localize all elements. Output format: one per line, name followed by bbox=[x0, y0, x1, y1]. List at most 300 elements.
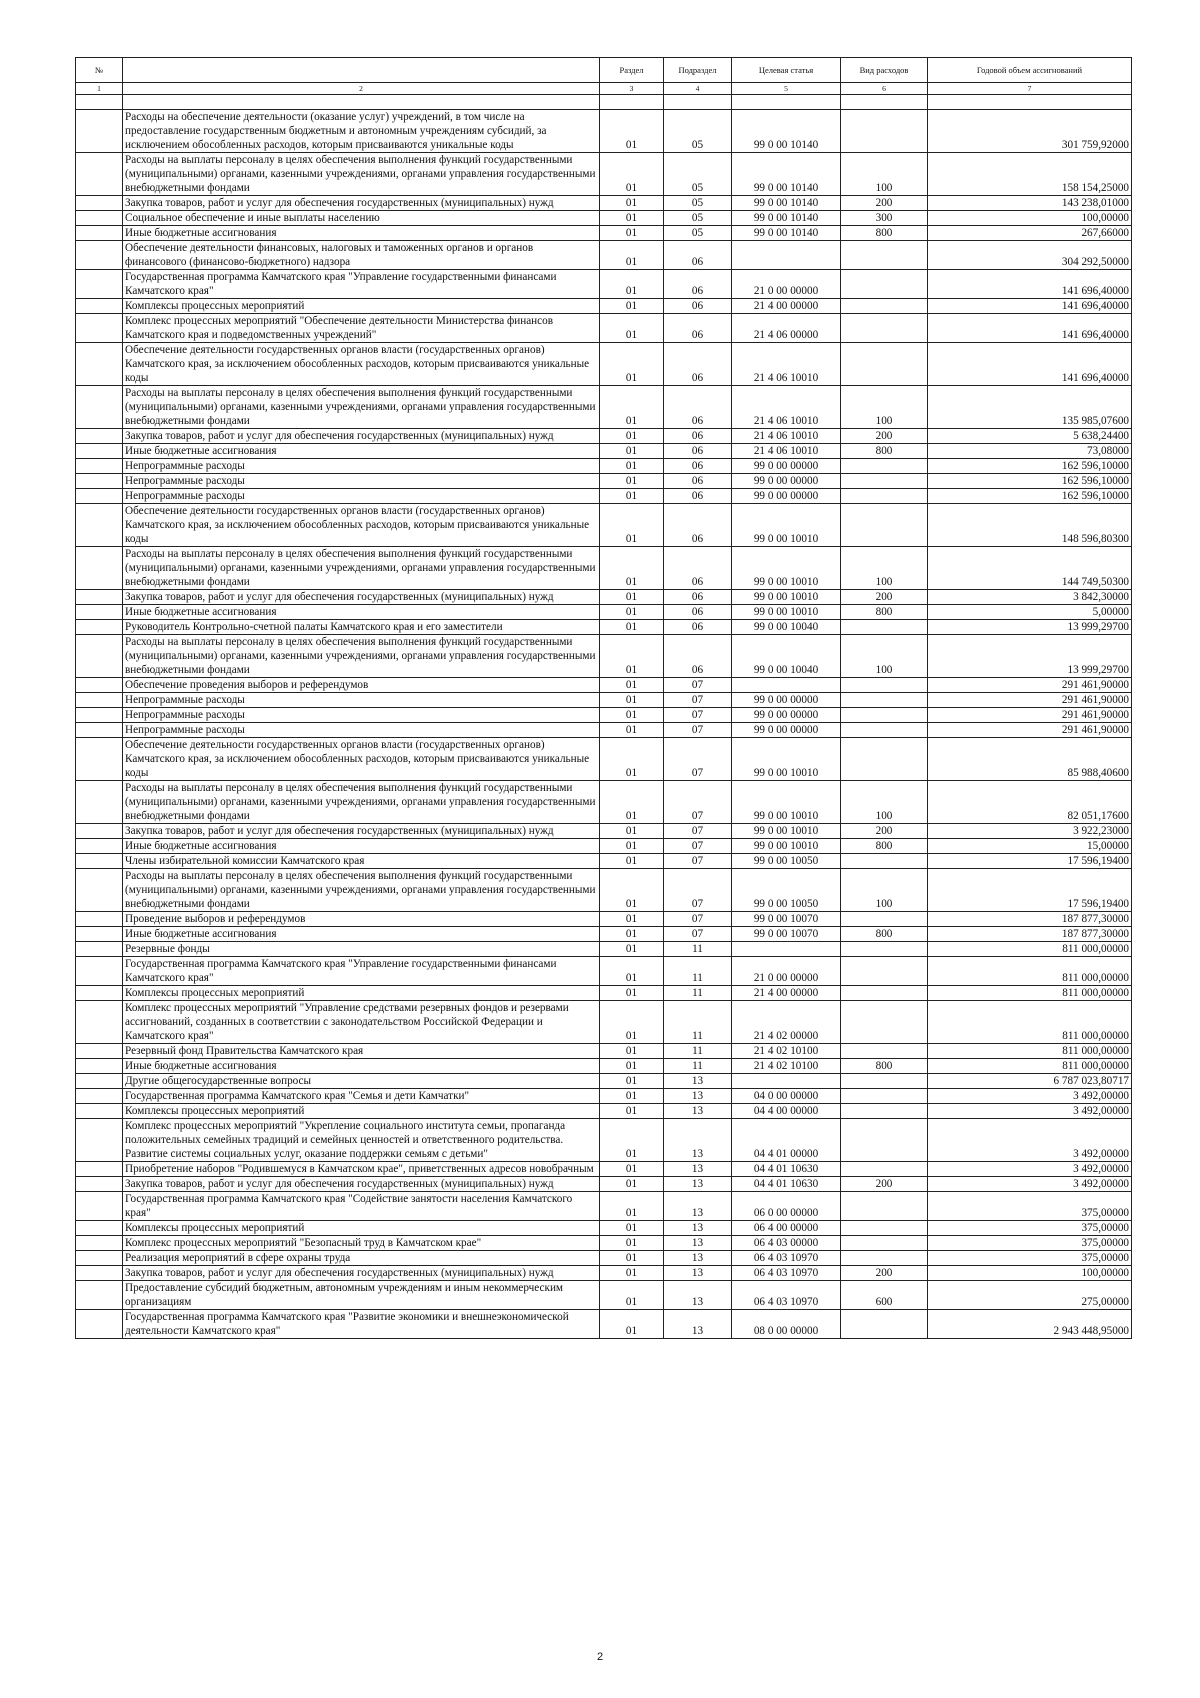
row-name-cell: Иные бюджетные ассигнования bbox=[123, 839, 600, 854]
row-podrazdel-cell: 06 bbox=[664, 270, 732, 299]
row-podrazdel-cell: 06 bbox=[664, 590, 732, 605]
row-expense-type-cell bbox=[841, 1310, 928, 1339]
table-row bbox=[76, 211, 1132, 226]
row-razdel-cell: 01 bbox=[600, 110, 664, 153]
row-name-cell: Закупка товаров, работ и услуг для обеспечения государственных (муниципальных) нужд bbox=[123, 1177, 600, 1192]
row-target-article-cell: 06 4 03 10970 bbox=[732, 1251, 841, 1266]
row-expense-type-cell bbox=[841, 708, 928, 723]
table-row bbox=[76, 824, 1132, 839]
row-podrazdel-cell: 13 bbox=[664, 1266, 732, 1281]
row-number-cell bbox=[76, 1221, 123, 1236]
table-row bbox=[76, 153, 1132, 196]
row-target-article-cell: 21 4 00 00000 bbox=[732, 299, 841, 314]
empty-row bbox=[76, 95, 1132, 110]
row-razdel-cell: 01 bbox=[600, 986, 664, 1001]
table-row bbox=[76, 1162, 1132, 1177]
row-amount-cell: 13 999,29700 bbox=[928, 635, 1132, 678]
table-row bbox=[76, 1104, 1132, 1119]
budget-table bbox=[75, 57, 1132, 1339]
row-razdel-cell: 01 bbox=[600, 314, 664, 343]
row-amount-cell: 141 696,40000 bbox=[928, 270, 1132, 299]
row-amount-cell: 3 842,30000 bbox=[928, 590, 1132, 605]
row-number-cell bbox=[76, 620, 123, 635]
row-amount-cell: 158 154,25000 bbox=[928, 153, 1132, 196]
row-name-cell: Обеспечение деятельности финансовых, налоговых и таможенных органов и органов финансового (финансово-бюджетного) надзора bbox=[123, 241, 600, 270]
row-number-cell bbox=[76, 504, 123, 547]
row-amount-cell: 3 492,00000 bbox=[928, 1177, 1132, 1192]
row-target-article-cell: 99 0 00 10140 bbox=[732, 196, 841, 211]
table-row bbox=[76, 869, 1132, 912]
row-number-cell bbox=[76, 444, 123, 459]
row-target-article-cell bbox=[732, 241, 841, 270]
column-number: 5 bbox=[732, 83, 841, 95]
row-expense-type-cell: 600 bbox=[841, 1281, 928, 1310]
header-annual-volume: Годовой объем ассигнований bbox=[928, 58, 1132, 83]
row-podrazdel-cell: 06 bbox=[664, 459, 732, 474]
row-number-cell bbox=[76, 1310, 123, 1339]
table-row bbox=[76, 226, 1132, 241]
row-number-cell bbox=[76, 314, 123, 343]
row-target-article-cell: 21 4 06 10010 bbox=[732, 444, 841, 459]
table-body bbox=[76, 95, 1132, 1339]
table-row bbox=[76, 429, 1132, 444]
row-number-cell bbox=[76, 1251, 123, 1266]
row-number-cell bbox=[76, 1001, 123, 1044]
row-expense-type-cell bbox=[841, 1104, 928, 1119]
row-number-cell bbox=[76, 299, 123, 314]
row-podrazdel-cell: 13 bbox=[664, 1177, 732, 1192]
table-row bbox=[76, 241, 1132, 270]
row-target-article-cell: 99 0 00 00000 bbox=[732, 459, 841, 474]
row-expense-type-cell: 300 bbox=[841, 211, 928, 226]
row-podrazdel-cell: 06 bbox=[664, 386, 732, 429]
row-amount-cell: 148 596,80300 bbox=[928, 504, 1132, 547]
header-podrazdel: Подраздел bbox=[664, 58, 732, 83]
row-expense-type-cell bbox=[841, 1221, 928, 1236]
row-target-article-cell: 99 0 00 10010 bbox=[732, 781, 841, 824]
row-target-article-cell: 99 0 00 10010 bbox=[732, 590, 841, 605]
row-amount-cell: 144 749,50300 bbox=[928, 547, 1132, 590]
row-razdel-cell: 01 bbox=[600, 912, 664, 927]
row-podrazdel-cell: 06 bbox=[664, 343, 732, 386]
table-row bbox=[76, 854, 1132, 869]
table-row bbox=[76, 738, 1132, 781]
row-target-article-cell: 99 0 00 10010 bbox=[732, 824, 841, 839]
row-podrazdel-cell: 05 bbox=[664, 196, 732, 211]
row-podrazdel-cell: 13 bbox=[664, 1192, 732, 1221]
row-razdel-cell: 01 bbox=[600, 839, 664, 854]
row-podrazdel-cell: 07 bbox=[664, 824, 732, 839]
row-name-cell: Комплекс процессных мероприятий "Безопасный труд в Камчатском крае" bbox=[123, 1236, 600, 1251]
row-number-cell bbox=[76, 386, 123, 429]
row-amount-cell: 6 787 023,80717 bbox=[928, 1074, 1132, 1089]
row-target-article-cell: 04 4 01 00000 bbox=[732, 1119, 841, 1162]
table-row bbox=[76, 489, 1132, 504]
row-podrazdel-cell: 06 bbox=[664, 474, 732, 489]
row-number-cell bbox=[76, 1192, 123, 1221]
row-name-cell: Предоставление субсидий бюджетным, автономным учреждениям и иным некоммерческим организациям bbox=[123, 1281, 600, 1310]
row-name-cell: Обеспечение деятельности государственных органов власти (государственных органов) Камчатского края, за исключением обособленных расходов, которым присваиваются уникальные коды bbox=[123, 504, 600, 547]
row-podrazdel-cell: 13 bbox=[664, 1310, 732, 1339]
row-target-article-cell: 21 4 02 10100 bbox=[732, 1059, 841, 1074]
row-number-cell bbox=[76, 708, 123, 723]
row-podrazdel-cell: 06 bbox=[664, 605, 732, 620]
row-expense-type-cell bbox=[841, 299, 928, 314]
row-amount-cell: 141 696,40000 bbox=[928, 314, 1132, 343]
row-target-article-cell: 21 4 06 10010 bbox=[732, 386, 841, 429]
row-podrazdel-cell: 13 bbox=[664, 1089, 732, 1104]
row-razdel-cell: 01 bbox=[600, 429, 664, 444]
row-amount-cell: 3 922,23000 bbox=[928, 824, 1132, 839]
row-expense-type-cell bbox=[841, 504, 928, 547]
row-target-article-cell: 21 4 06 00000 bbox=[732, 314, 841, 343]
table-row bbox=[76, 1221, 1132, 1236]
row-amount-cell: 187 877,30000 bbox=[928, 927, 1132, 942]
row-name-cell: Непрограммные расходы bbox=[123, 459, 600, 474]
row-expense-type-cell: 100 bbox=[841, 781, 928, 824]
row-target-article-cell: 99 0 00 10010 bbox=[732, 504, 841, 547]
row-amount-cell: 187 877,30000 bbox=[928, 912, 1132, 927]
row-target-article-cell: 21 4 02 00000 bbox=[732, 1001, 841, 1044]
row-amount-cell: 141 696,40000 bbox=[928, 343, 1132, 386]
row-name-cell: Комплекс процессных мероприятий "Укрепление социального института семьи, пропаганда положительных семейных традиций и семейных ценностей и ответственного родительства. Развитие системы социальных услуг, оказание поддержки семьям с детьми" bbox=[123, 1119, 600, 1162]
row-number-cell bbox=[76, 1089, 123, 1104]
table-row bbox=[76, 299, 1132, 314]
row-name-cell: Закупка товаров, работ и услуг для обеспечения государственных (муниципальных) нужд bbox=[123, 1266, 600, 1281]
row-number-cell bbox=[76, 635, 123, 678]
row-expense-type-cell bbox=[841, 1251, 928, 1266]
row-name-cell: Непрограммные расходы bbox=[123, 708, 600, 723]
row-razdel-cell: 01 bbox=[600, 1266, 664, 1281]
row-razdel-cell: 01 bbox=[600, 270, 664, 299]
table-row bbox=[76, 1089, 1132, 1104]
row-amount-cell: 811 000,00000 bbox=[928, 1044, 1132, 1059]
row-number-cell bbox=[76, 1162, 123, 1177]
row-podrazdel-cell: 06 bbox=[664, 547, 732, 590]
row-amount-cell: 141 696,40000 bbox=[928, 299, 1132, 314]
row-razdel-cell: 01 bbox=[600, 474, 664, 489]
row-target-article-cell: 99 0 00 10070 bbox=[732, 912, 841, 927]
row-number-cell bbox=[76, 459, 123, 474]
row-podrazdel-cell: 07 bbox=[664, 678, 732, 693]
row-expense-type-cell bbox=[841, 693, 928, 708]
row-name-cell: Комплексы процессных мероприятий bbox=[123, 299, 600, 314]
row-podrazdel-cell: 13 bbox=[664, 1236, 732, 1251]
row-amount-cell: 811 000,00000 bbox=[928, 942, 1132, 957]
row-expense-type-cell bbox=[841, 723, 928, 738]
row-number-cell bbox=[76, 110, 123, 153]
row-name-cell: Расходы на выплаты персоналу в целях обеспечения выполнения функций государственными (муниципальными) органами, казенными учреждениями, органами управления государственными внебюджетными фондами bbox=[123, 635, 600, 678]
row-target-article-cell: 99 0 00 00000 bbox=[732, 693, 841, 708]
row-number-cell bbox=[76, 590, 123, 605]
row-podrazdel-cell: 05 bbox=[664, 153, 732, 196]
row-expense-type-cell bbox=[841, 1089, 928, 1104]
table-row bbox=[76, 942, 1132, 957]
column-number: 3 bbox=[600, 83, 664, 95]
table-row bbox=[76, 635, 1132, 678]
row-expense-type-cell bbox=[841, 620, 928, 635]
row-amount-cell: 3 492,00000 bbox=[928, 1089, 1132, 1104]
row-razdel-cell: 01 bbox=[600, 343, 664, 386]
row-number-cell bbox=[76, 942, 123, 957]
row-podrazdel-cell: 07 bbox=[664, 723, 732, 738]
table-row bbox=[76, 474, 1132, 489]
row-number-cell bbox=[76, 226, 123, 241]
row-razdel-cell: 01 bbox=[600, 927, 664, 942]
row-podrazdel-cell: 06 bbox=[664, 620, 732, 635]
table-row bbox=[76, 723, 1132, 738]
row-razdel-cell: 01 bbox=[600, 590, 664, 605]
column-number: 7 bbox=[928, 83, 1132, 95]
row-amount-cell: 135 985,07600 bbox=[928, 386, 1132, 429]
row-number-cell bbox=[76, 781, 123, 824]
row-name-cell: Государственная программа Камчатского края "Развитие экономики и внешнеэкономической деятельности Камчатского края" bbox=[123, 1310, 600, 1339]
row-number-cell bbox=[76, 1044, 123, 1059]
row-target-article-cell bbox=[732, 1074, 841, 1089]
table-header bbox=[76, 58, 1132, 95]
row-razdel-cell: 01 bbox=[600, 547, 664, 590]
table-row bbox=[76, 1044, 1132, 1059]
table-row bbox=[76, 693, 1132, 708]
row-expense-type-cell: 100 bbox=[841, 386, 928, 429]
row-target-article-cell: 99 0 00 00000 bbox=[732, 723, 841, 738]
row-expense-type-cell: 800 bbox=[841, 444, 928, 459]
row-expense-type-cell bbox=[841, 314, 928, 343]
row-name-cell: Непрограммные расходы bbox=[123, 474, 600, 489]
row-podrazdel-cell: 07 bbox=[664, 738, 732, 781]
row-name-cell: Непрограммные расходы bbox=[123, 723, 600, 738]
row-target-article-cell: 99 0 00 00000 bbox=[732, 708, 841, 723]
row-expense-type-cell: 100 bbox=[841, 547, 928, 590]
row-name-cell: Обеспечение проведения выборов и референдумов bbox=[123, 678, 600, 693]
row-razdel-cell: 01 bbox=[600, 1074, 664, 1089]
row-podrazdel-cell: 13 bbox=[664, 1162, 732, 1177]
table-row bbox=[76, 459, 1132, 474]
table-row bbox=[76, 708, 1132, 723]
row-razdel-cell: 01 bbox=[600, 211, 664, 226]
row-target-article-cell: 21 0 00 00000 bbox=[732, 270, 841, 299]
row-podrazdel-cell: 11 bbox=[664, 1001, 732, 1044]
row-amount-cell: 17 596,19400 bbox=[928, 854, 1132, 869]
row-amount-cell: 100,00000 bbox=[928, 1266, 1132, 1281]
row-expense-type-cell: 100 bbox=[841, 153, 928, 196]
table-row bbox=[76, 444, 1132, 459]
row-razdel-cell: 01 bbox=[600, 1310, 664, 1339]
row-expense-type-cell: 200 bbox=[841, 196, 928, 211]
table-row bbox=[76, 270, 1132, 299]
row-expense-type-cell bbox=[841, 1119, 928, 1162]
row-podrazdel-cell: 13 bbox=[664, 1074, 732, 1089]
row-razdel-cell: 01 bbox=[600, 678, 664, 693]
row-podrazdel-cell: 05 bbox=[664, 226, 732, 241]
row-razdel-cell: 01 bbox=[600, 957, 664, 986]
table-row bbox=[76, 504, 1132, 547]
row-target-article-cell: 06 4 03 10970 bbox=[732, 1266, 841, 1281]
row-number-cell bbox=[76, 196, 123, 211]
table-row bbox=[76, 1177, 1132, 1192]
row-podrazdel-cell: 07 bbox=[664, 708, 732, 723]
row-name-cell: Расходы на выплаты персоналу в целях обеспечения выполнения функций государственными (муниципальными) органами, казенными учреждениями, органами управления государственными внебюджетными фондами bbox=[123, 386, 600, 429]
row-name-cell: Члены избирательной комиссии Камчатского края bbox=[123, 854, 600, 869]
row-target-article-cell: 99 0 00 10070 bbox=[732, 927, 841, 942]
row-amount-cell: 5 638,24400 bbox=[928, 429, 1132, 444]
row-target-article-cell bbox=[732, 678, 841, 693]
row-amount-cell: 82 051,17600 bbox=[928, 781, 1132, 824]
table-row bbox=[76, 620, 1132, 635]
row-number-cell bbox=[76, 153, 123, 196]
row-amount-cell: 291 461,90000 bbox=[928, 723, 1132, 738]
row-amount-cell: 811 000,00000 bbox=[928, 1059, 1132, 1074]
row-amount-cell: 301 759,92000 bbox=[928, 110, 1132, 153]
row-podrazdel-cell: 07 bbox=[664, 869, 732, 912]
row-razdel-cell: 01 bbox=[600, 1089, 664, 1104]
row-expense-type-cell: 800 bbox=[841, 839, 928, 854]
row-amount-cell: 162 596,10000 bbox=[928, 459, 1132, 474]
row-target-article-cell: 21 4 06 10010 bbox=[732, 429, 841, 444]
row-amount-cell: 811 000,00000 bbox=[928, 957, 1132, 986]
row-podrazdel-cell: 11 bbox=[664, 942, 732, 957]
table-row bbox=[76, 110, 1132, 153]
row-amount-cell: 375,00000 bbox=[928, 1251, 1132, 1266]
row-expense-type-cell bbox=[841, 241, 928, 270]
header-razdel: Раздел bbox=[600, 58, 664, 83]
row-number-cell bbox=[76, 343, 123, 386]
row-razdel-cell: 01 bbox=[600, 738, 664, 781]
row-number-cell bbox=[76, 723, 123, 738]
row-target-article-cell: 06 0 00 00000 bbox=[732, 1192, 841, 1221]
column-number: 2 bbox=[123, 83, 600, 95]
row-podrazdel-cell: 11 bbox=[664, 1044, 732, 1059]
row-expense-type-cell bbox=[841, 1162, 928, 1177]
row-amount-cell: 375,00000 bbox=[928, 1192, 1132, 1221]
row-podrazdel-cell: 11 bbox=[664, 986, 732, 1001]
row-name-cell: Резервный фонд Правительства Камчатского края bbox=[123, 1044, 600, 1059]
row-razdel-cell: 01 bbox=[600, 459, 664, 474]
row-expense-type-cell: 100 bbox=[841, 635, 928, 678]
row-amount-cell: 2 943 448,95000 bbox=[928, 1310, 1132, 1339]
row-podrazdel-cell: 06 bbox=[664, 241, 732, 270]
row-name-cell: Закупка товаров, работ и услуг для обеспечения государственных (муниципальных) нужд bbox=[123, 590, 600, 605]
row-target-article-cell: 06 4 03 10970 bbox=[732, 1281, 841, 1310]
row-amount-cell: 3 492,00000 bbox=[928, 1162, 1132, 1177]
table-row bbox=[76, 605, 1132, 620]
row-podrazdel-cell: 07 bbox=[664, 693, 732, 708]
row-expense-type-cell bbox=[841, 678, 928, 693]
table-row bbox=[76, 1192, 1132, 1221]
row-name-cell: Закупка товаров, работ и услуг для обеспечения государственных (муниципальных) нужд bbox=[123, 429, 600, 444]
row-amount-cell: 291 461,90000 bbox=[928, 708, 1132, 723]
row-target-article-cell bbox=[732, 942, 841, 957]
row-target-article-cell: 21 4 00 00000 bbox=[732, 986, 841, 1001]
row-razdel-cell: 01 bbox=[600, 1221, 664, 1236]
row-expense-type-cell bbox=[841, 343, 928, 386]
table-row bbox=[76, 196, 1132, 211]
row-number-cell bbox=[76, 1281, 123, 1310]
row-amount-cell: 267,66000 bbox=[928, 226, 1132, 241]
row-target-article-cell: 99 0 00 10050 bbox=[732, 869, 841, 912]
row-amount-cell: 143 238,01000 bbox=[928, 196, 1132, 211]
row-target-article-cell: 99 0 00 10010 bbox=[732, 605, 841, 620]
row-number-cell bbox=[76, 912, 123, 927]
row-expense-type-cell bbox=[841, 270, 928, 299]
row-razdel-cell: 01 bbox=[600, 942, 664, 957]
row-expense-type-cell bbox=[841, 1074, 928, 1089]
table-row bbox=[76, 1281, 1132, 1310]
row-name-cell: Иные бюджетные ассигнования bbox=[123, 226, 600, 241]
row-number-cell bbox=[76, 1177, 123, 1192]
row-expense-type-cell bbox=[841, 1044, 928, 1059]
row-target-article-cell: 99 0 00 00000 bbox=[732, 489, 841, 504]
table-row bbox=[76, 386, 1132, 429]
table-row bbox=[76, 343, 1132, 386]
row-target-article-cell: 99 0 00 10140 bbox=[732, 110, 841, 153]
table-row bbox=[76, 1074, 1132, 1089]
row-expense-type-cell: 200 bbox=[841, 1177, 928, 1192]
row-amount-cell: 375,00000 bbox=[928, 1221, 1132, 1236]
row-razdel-cell: 01 bbox=[600, 869, 664, 912]
row-name-cell: Резервные фонды bbox=[123, 942, 600, 957]
row-name-cell: Расходы на выплаты персоналу в целях обеспечения выполнения функций государственными (муниципальными) органами, казенными учреждениями, органами управления государственными внебюджетными фондами bbox=[123, 781, 600, 824]
row-expense-type-cell: 200 bbox=[841, 590, 928, 605]
row-name-cell: Социальное обеспечение и иные выплаты населению bbox=[123, 211, 600, 226]
row-number-cell bbox=[76, 927, 123, 942]
row-name-cell: Иные бюджетные ассигнования bbox=[123, 927, 600, 942]
row-number-cell bbox=[76, 1059, 123, 1074]
row-name-cell: Государственная программа Камчатского края "Семья и дети Камчатки" bbox=[123, 1089, 600, 1104]
table-row bbox=[76, 912, 1132, 927]
row-target-article-cell: 99 0 00 10040 bbox=[732, 635, 841, 678]
table-row bbox=[76, 1001, 1132, 1044]
row-name-cell: Иные бюджетные ассигнования bbox=[123, 444, 600, 459]
row-name-cell: Государственная программа Камчатского края "Управление государственными финансами Камчатского края" bbox=[123, 957, 600, 986]
row-razdel-cell: 01 bbox=[600, 1104, 664, 1119]
row-number-cell bbox=[76, 824, 123, 839]
row-amount-cell: 3 492,00000 bbox=[928, 1119, 1132, 1162]
row-expense-type-cell: 800 bbox=[841, 605, 928, 620]
row-target-article-cell: 06 4 00 00000 bbox=[732, 1221, 841, 1236]
row-name-cell: Комплексы процессных мероприятий bbox=[123, 1221, 600, 1236]
row-podrazdel-cell: 06 bbox=[664, 299, 732, 314]
table-row bbox=[76, 781, 1132, 824]
row-number-cell bbox=[76, 957, 123, 986]
row-target-article-cell: 04 0 00 00000 bbox=[732, 1089, 841, 1104]
row-target-article-cell: 99 0 00 10010 bbox=[732, 738, 841, 781]
row-name-cell: Приобретение наборов "Родившемуся в Камчатском крае", приветственных адресов новобрачным bbox=[123, 1162, 600, 1177]
row-razdel-cell: 01 bbox=[600, 504, 664, 547]
row-expense-type-cell: 100 bbox=[841, 869, 928, 912]
header-number: № bbox=[76, 58, 123, 83]
row-name-cell: Руководитель Контрольно-счетной палаты Камчатского края и его заместители bbox=[123, 620, 600, 635]
row-razdel-cell: 01 bbox=[600, 196, 664, 211]
row-razdel-cell: 01 bbox=[600, 693, 664, 708]
table-row bbox=[76, 1236, 1132, 1251]
row-number-cell bbox=[76, 839, 123, 854]
row-podrazdel-cell: 06 bbox=[664, 504, 732, 547]
row-number-cell bbox=[76, 1266, 123, 1281]
row-number-cell bbox=[76, 605, 123, 620]
row-name-cell: Обеспечение деятельности государственных органов власти (государственных органов) Камчатского края, за исключением обособленных расходов, которым присваиваются уникальные коды bbox=[123, 343, 600, 386]
row-name-cell: Проведение выборов и референдумов bbox=[123, 912, 600, 927]
table-row bbox=[76, 927, 1132, 942]
row-expense-type-cell: 200 bbox=[841, 824, 928, 839]
table-row bbox=[76, 547, 1132, 590]
row-amount-cell: 13 999,29700 bbox=[928, 620, 1132, 635]
row-number-cell bbox=[76, 854, 123, 869]
row-expense-type-cell bbox=[841, 459, 928, 474]
table-row bbox=[76, 590, 1132, 605]
row-expense-type-cell: 800 bbox=[841, 927, 928, 942]
row-razdel-cell: 01 bbox=[600, 824, 664, 839]
